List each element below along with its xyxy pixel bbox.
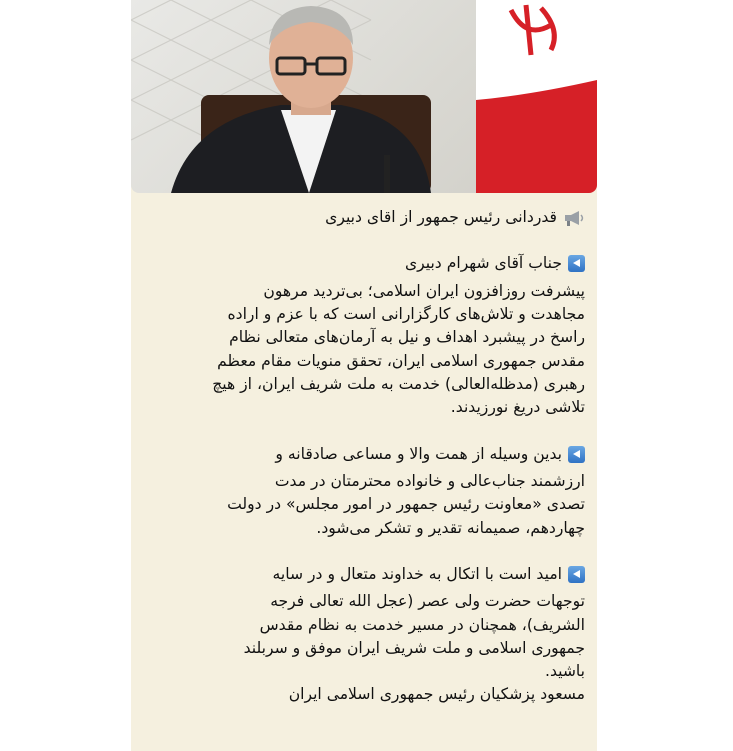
line-text: جناب آقای شهرام دبیری <box>404 254 562 273</box>
line-text: بدین وسیله از همت والا و مساعی صادقانه و <box>275 444 562 463</box>
paragraph-1-line-7: تلاشی دریغ نورزیدند. <box>450 398 585 417</box>
paragraph-2-line-1 <box>275 443 585 466</box>
photo-illustration <box>131 0 597 193</box>
paragraph-3-line-2: توجهات حضرت ولی عصر (عجل الله تعالی فرجه <box>270 592 585 611</box>
paragraph-1-line-2: پیشرفت روزافزون ایران اسلامی؛ بی‌تردید مرهون <box>263 281 585 300</box>
line-text: امید است با اتکال به خداوند متعال و در سایه <box>272 564 562 583</box>
paragraph-1-line-1 <box>405 252 585 275</box>
arrow-left-icon <box>568 566 585 583</box>
paragraph-2-line-4: چهاردهم، صمیمانه تقدیر و تشکر می‌شود. <box>316 518 585 537</box>
paragraph-1 <box>145 252 585 419</box>
signature: مسعود پزشکیان رئیس جمهوری اسلامی ایران <box>288 685 585 704</box>
paragraph-1-line-5: مقدس جمهوری اسلامی ایران، تحقق منویات مقام معظم <box>217 351 585 370</box>
post-photo[interactable] <box>131 0 597 193</box>
paragraph-3 <box>145 563 585 707</box>
arrow-left-icon <box>568 255 585 272</box>
paragraph-1-line-4: راسخ در پیشبرد اهداف و نیل به آرمان‌های متعالی نظام <box>229 328 585 347</box>
paragraph-3-line-1 <box>273 563 585 586</box>
post-title-line <box>145 206 585 229</box>
paragraph-2-line-3: تصدی «معاونت رئیس جمهور در امور مجلس» در دولت <box>227 495 585 514</box>
paragraph-2 <box>145 443 585 540</box>
post-card <box>131 0 597 751</box>
paragraph-3-line-3: الشریف)، همچنان در مسیر خدمت به نظام مقدس <box>259 615 585 634</box>
post-text <box>145 200 585 707</box>
paragraph-2-line-2: ارزشمند جناب‌عالی و خانواده محترمتان در مدت <box>274 471 585 490</box>
arrow-left-icon <box>568 446 585 463</box>
paragraph-3-line-5: باشید. <box>544 662 585 681</box>
post-title: قدردانی رئیس جمهور از اقای دبیری <box>325 208 557 226</box>
paragraph-1-line-3: مجاهدت و تلاش‌های کارگزارانی است که با عزم و اراده <box>227 305 585 324</box>
megaphone-icon <box>563 209 585 227</box>
paragraph-3-line-4: جمهوری اسلامی و ملت شریف ایران موفق و سربلند <box>243 638 585 657</box>
paragraph-1-line-6: رهبری (مدظله‌العالی) خدمت به ملت شریف ایران، از هیچ <box>212 374 585 393</box>
